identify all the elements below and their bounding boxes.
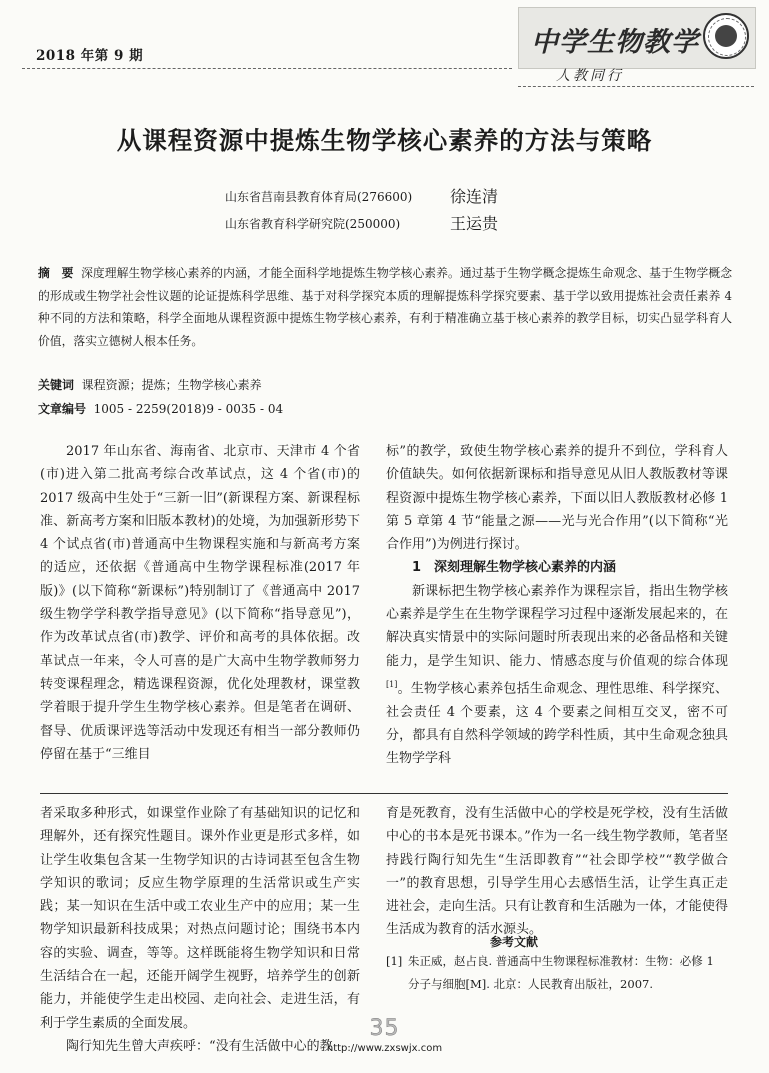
column-divider — [40, 793, 728, 794]
reference-number: [1] — [386, 954, 403, 968]
paragraph: 2017 年山东省、海南省、北京市、天津市 4 个省(市)进入第二批高考综合改革试点，这 4 个省(市)的 2017 级高中生处于“三新一旧”(新课程方案、新课程标准、新高考方案和旧版本教材)的处境，为加强新形势下 4 个试点省(市)普通高中生物课程实施和与新高考方案的适应，还依据《普通高中生物学课程标准(2017 年版)》(以下简称“新课标”)特别制订了《普通高中 2017 级生物学学科教学指导意见》(以下简称“指导意见”)，作为改革试点省(市)教学、评价和高考的具体依据。改革试点一年来，令人可喜的是广大高中生物学教师努力转变课程理念，精选课程资源，优化处理教材，课堂教学着眼于提升学生生物学核心素养。但是笔者在调研、督导、优质课评选等活动中发现还有相当一部分教师仍停留在基于“三维目 — [40, 444, 360, 762]
paragraph: 育是死教育，没有生活做中心的学校是死学校，没有生活做中心的书本是死书课本。”作为一名一线生物学教师，笔者坚持践行陶行知先生“生活即教育”“社会即学校”“教学做合一”的教育思想，引导学生用心去感悟生活，让学生真正走进社会，走向生活。只有让教育和生活融为一体，才能使得生活成为教育的活水源头。 — [386, 806, 728, 938]
paragraph: 者采取多种形式，如课堂作业除了有基础知识的记忆和理解外，还有探究性题目。课外作业更是形式多样，如让学生收集包含某一生物学知识的古诗词甚至包含生物学知识的歌词；反应生物学原理的生活常识或生产实践；某一知识在生活中或工农业生产中的应用；某一生物学知识最新科技成果；对热点问题讨论；围绕书本内容的实验、调查，等等。这样既能将生物学知识和日常生活结合在一起，还能开阔学生视野，培养学生的创新能力，并能使学生走出校园、走向社会、走进生活，有利于学生素质的全面发展。 — [40, 806, 360, 1031]
article-number-value: 1005 - 2259(2018)9 - 0035 - 04 — [93, 402, 284, 416]
paragraph-text: 。生物学核心素养包括生命观念、理性思维、科学探究、社会责任 4 个要素，这 4 个要素之间相互交叉，密不可分，都具有自然科学领域的跨学科性质，其中生命观念独具生物学学科 — [386, 681, 728, 767]
reference-item — [386, 950, 728, 996]
header-rule — [22, 68, 512, 69]
article-number — [38, 400, 283, 417]
author-line-2 — [225, 214, 499, 233]
author-name: 徐连清 — [450, 187, 499, 206]
author-affiliation: 山东省教育科学研究院(250000) — [225, 217, 401, 231]
keywords-text: 课程资源；提炼；生物学核心素养 — [81, 378, 262, 392]
author-affiliation: 山东省莒南县教育体育局(276600) — [225, 190, 413, 204]
paragraph: 标”的教学，致使生物学核心素养的提升不到位，学科育人价值缺失。如何依据新课标和指导意见从旧人教版教材等课程资源中提炼生物学核心素养，下面以旧人教版教材必修 1 第 5 章第 4 节“能量之源——光与光合作用”(以下简称“光合作用”)为例进行探讨。 — [386, 444, 728, 553]
panda-seal-icon — [703, 13, 749, 59]
keywords-label: 关键词 — [38, 378, 75, 392]
body-column-left-top — [40, 440, 360, 766]
article-title: 从课程资源中提炼生物学核心素养的方法与策略 — [116, 126, 653, 155]
abstract-label: 摘 要 — [38, 266, 74, 280]
author-line-1 — [225, 187, 499, 206]
citation: [1] — [386, 679, 398, 689]
reference-text: 朱正威，赵占良. 普通高中生物课程标准教材：生物：必修 1 分子与细胞[M]. 北京：人民教育出版社，2007. — [408, 954, 714, 991]
paragraph — [386, 580, 728, 771]
paragraph-text: 新课标把生物学核心素养作为课程宗旨，指出生物学核心素养是学生在生物学课程学习过程中逐渐发展起来的，在解决真实情景中的实际问题时所表现出来的必备品格和关键能力，是学生知识、能力、情感态度与价值观的综合体现 — [386, 583, 728, 669]
body-column-right-top — [386, 440, 728, 770]
section-heading: 1 深刻理解生物学核心素养的内涵 — [412, 560, 617, 576]
article-number-label: 文章编号 — [38, 402, 87, 416]
journal-subtitle-bar — [518, 62, 754, 87]
keywords — [38, 376, 262, 393]
journal-subtitle: 人教同行 — [556, 68, 624, 84]
footer-url: http://www.zxswjx.com — [326, 1043, 443, 1054]
references-heading: 参考文献 — [490, 935, 539, 949]
body-column-right-bottom — [386, 802, 728, 942]
abstract — [38, 262, 732, 352]
journal-logo — [518, 7, 756, 69]
page-number: 35 — [369, 1016, 400, 1041]
issue-label: 2018 年第 9 期 — [36, 48, 144, 64]
paragraph: 陶行知先生曾大声疾呼：“没有生活做中心的教 — [66, 1038, 333, 1054]
abstract-text: 深度理解生物学核心素养的内涵，才能全面科学地提炼生物学核心素养。通过基于生物学概念提炼生命观念、基于生物学概念的形成或生物学社会性议题的论证提炼科学思维、基于对科学探究本质的理解提炼科学探究要素、基于学以致用提炼社会责任素养 4 种不同的方法和策略，科学全面地从课程资源中提炼生物学核心素养，有利于精准确立基于核心素养的教学目标，切实凸显学科育人价值，落实立德树人根本任务。 — [38, 266, 732, 348]
journal-logo-text: 中学生物教学 — [531, 27, 699, 58]
author-name: 王运贵 — [450, 214, 499, 233]
